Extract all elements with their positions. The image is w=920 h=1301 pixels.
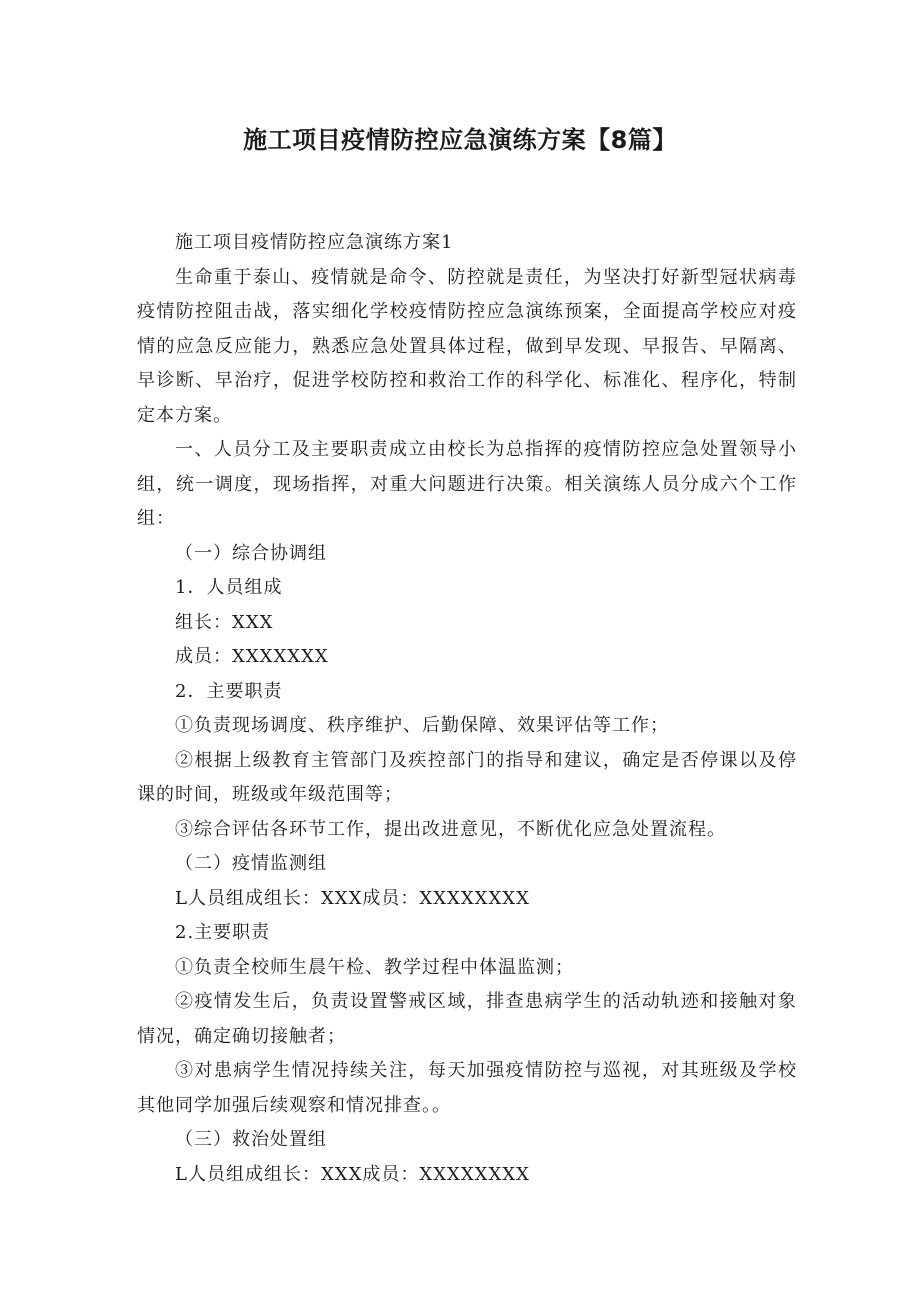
duty-item: ①负责全校师生晨午检、教学过程中体温监测； [175, 956, 574, 978]
staffing-paragraph: 一、人员分工及主要职责成立由校长为总指挥的疫情防控应急处置领导小组，统一调度，现场指挥，对重大问题进行决策。相关演练人员分成六个工作组： [137, 439, 797, 529]
group-heading: （三）救治处置组 [175, 1129, 327, 1150]
list-item: 2.主要职责 [175, 922, 271, 943]
document-body [137, 226, 797, 1192]
list-item: 1．人员组成 [175, 577, 283, 598]
section-heading: 施工项目疫情防控应急演练方案1 [175, 232, 454, 253]
group-heading: （一）综合协调组 [175, 542, 327, 564]
list-item: 成员：XXXXXXX [175, 646, 329, 667]
list-item: 2．主要职责 [175, 680, 283, 702]
list-item: L人员组成组长：XXX成员：XXXXXXXX [175, 887, 530, 909]
duty-item: ②疫情发生后，负责设置警戒区域，排查患病学生的活动轨迹和接触对象情况，确定确切接触者； [137, 991, 797, 1047]
duty-item: ②根据上级教育主管部门及疾控部门的指导和建议，确定是否停课以及停课的时间，班级或年级范围等； [137, 749, 797, 805]
list-item: L人员组成组长：XXX成员：XXXXXXXX [175, 1163, 530, 1185]
list-item: 组长：XXX [175, 611, 274, 633]
document-title: 施工项目疫情防控应急演练方案【8篇】 [243, 126, 677, 154]
duty-item: ③对患病学生情况持续关注，每天加强疫情防控与巡视，对其班级及学校其他同学加强后续观察和情况排查。。 [137, 1060, 797, 1116]
duty-item: ③综合评估各环节工作，提出改进意见，不断优化应急处置流程。 [175, 818, 726, 840]
duty-item: ①负责现场调度、秩序维护、后勤保障、效果评估等工作； [175, 715, 669, 736]
group-heading: （二）疫情监测组 [175, 853, 327, 874]
intro-paragraph: 生命重于泰山、疫情就是命令、防控就是责任，为坚决打好新型冠状病毒疫情防控阻击战，落实细化学校疫情防控应急演练预案，全面提高学校应对疫情的应急反应能力，熟悉应急处置具体过程，做到早发现、早报告、早隔离、早诊断、早治疗，促进学校防控和救治工作的科学化、标准化、程序化，特制定本方案。 [137, 266, 797, 426]
